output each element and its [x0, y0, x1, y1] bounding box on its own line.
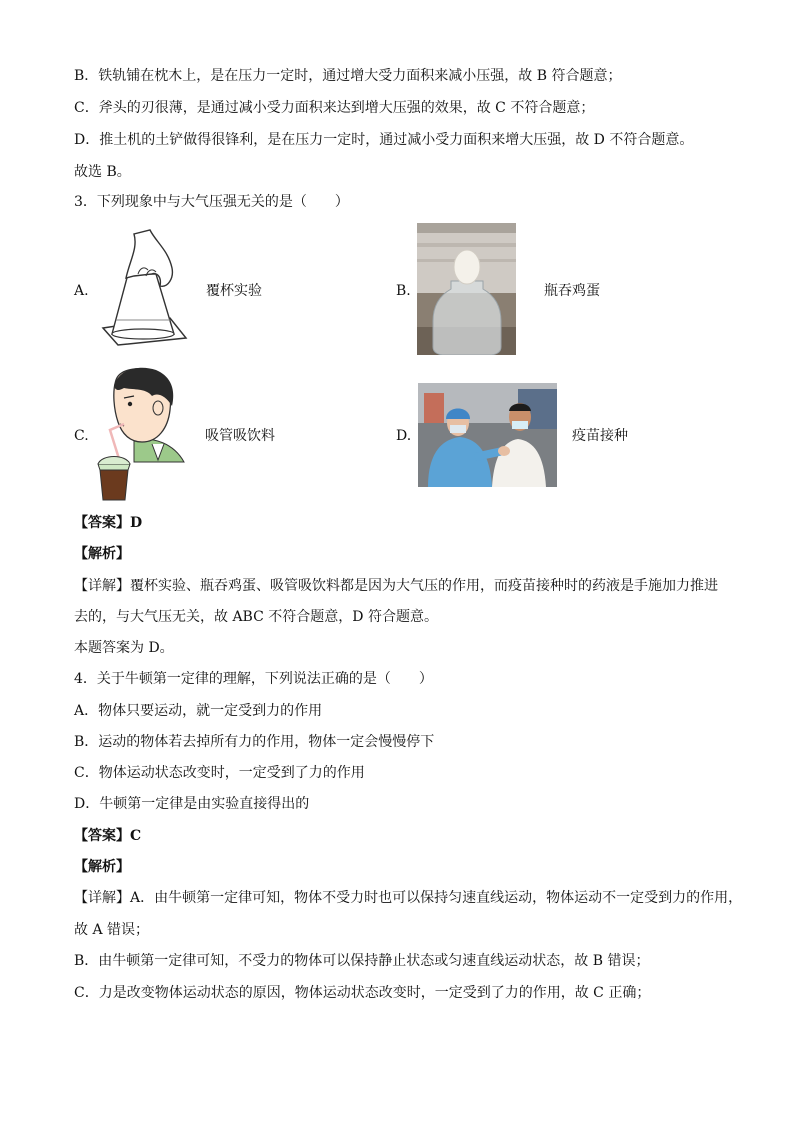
question-3-stem: 3．下列现象中与大气压强无关的是（ ）	[74, 194, 349, 210]
q4-detail-line-2: 故 A 错误；	[74, 922, 150, 938]
q3-detail-line-2: 去的，与大气压无关，故 ABC 不符合题意，D 符合题意。	[74, 609, 438, 625]
option-c-letter: C.	[74, 428, 89, 444]
q3-conclusion: 本题答案为 D。	[74, 640, 174, 656]
q3-answer: 【答案】D	[74, 515, 143, 531]
q4-detail-line-3: B．由牛顿第一定律可知，不受力的物体可以保持静止状态或匀速直线运动状态，故 B 错误；	[74, 953, 650, 969]
q4-analysis-heading: 【解析】	[74, 859, 130, 875]
q4-detail-line-4: C．力是改变物体运动状态的原因，物体运动状态改变时，一定受到了力的作用，故 C 正确；	[74, 985, 651, 1001]
straw-drinking-image	[94, 366, 186, 502]
egg-in-bottle-image	[417, 223, 516, 355]
option-a-label: 覆杯实验	[206, 283, 262, 299]
text-line-c-explanation: C．斧头的刃很薄，是通过减小受力面积来达到增大压强的效果，故 C 不符合题意；	[74, 100, 595, 116]
question-4-stem: 4．关于牛顿第一定律的理解，下列说法正确的是（ ）	[74, 671, 433, 687]
q3-analysis-heading: 【解析】	[74, 546, 130, 562]
q4-option-c: C．物体运动状态改变时，一定受到了力的作用	[74, 765, 365, 781]
q4-detail-line-1: 【详解】A．由牛顿第一定律可知，物体不受力时也可以保持匀速直线运动，物体运动不一定受到力的作用，	[74, 890, 743, 906]
cup-experiment-image	[98, 228, 188, 346]
text-line-d-explanation: D．推土机的土铲做得很锋利，是在压力一定时，通过减小受力面积来增大压强，故 D 不符合题意。	[74, 132, 694, 148]
option-b-letter: B.	[396, 283, 411, 299]
q4-option-d: D．牛顿第一定律是由实验直接得出的	[74, 796, 310, 812]
option-d-label: 疫苗接种	[572, 428, 628, 444]
q3-detail-line-1: 【详解】覆杯实验、瓶吞鸡蛋、吸管吸饮料都是因为大气压的作用，而疫苗接种时的药液是手施加力推进	[74, 578, 718, 594]
option-c-label: 吸管吸饮料	[205, 428, 275, 444]
q4-answer: 【答案】C	[74, 828, 142, 844]
text-line-choose-b: 故选 B。	[74, 164, 131, 180]
option-b-label: 瓶吞鸡蛋	[544, 283, 600, 299]
option-a-letter: A.	[74, 283, 89, 299]
q4-option-a: A．物体只要运动，就一定受到力的作用	[74, 703, 323, 719]
option-d-letter: D.	[396, 428, 412, 444]
q4-option-b: B．运动的物体若去掉所有力的作用，物体一定会慢慢停下	[74, 734, 435, 750]
text-line-b-explanation: B．铁轨铺在枕木上，是在压力一定时，通过增大受力面积来减小压强，故 B 符合题意；	[74, 68, 622, 84]
vaccination-image	[418, 383, 557, 487]
